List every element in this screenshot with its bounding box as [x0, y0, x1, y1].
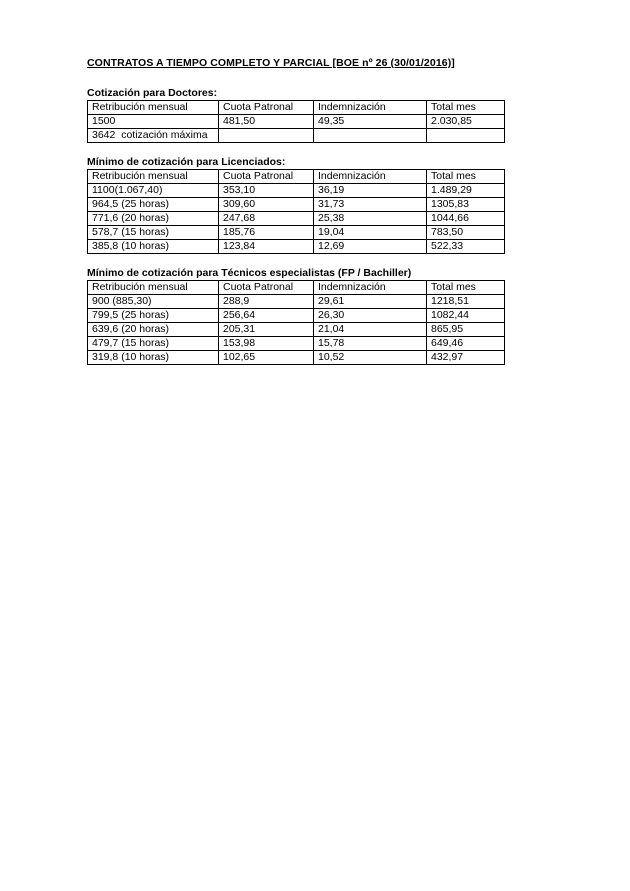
column-header: Retribución mensual [88, 101, 219, 115]
column-header: Indemnización [314, 101, 427, 115]
table-row [88, 184, 505, 198]
table-row [88, 129, 505, 143]
table-cell: 10,52 [314, 351, 427, 365]
table-cell: 865,95 [427, 323, 505, 337]
column-header: Retribución mensual [88, 170, 219, 184]
table-header-row [88, 281, 505, 295]
table-row [88, 337, 505, 351]
table-header-row [88, 170, 505, 184]
table-cell: 900 (885,30) [88, 295, 219, 309]
table-cell: 36,19 [314, 184, 427, 198]
table-cell: 49,35 [314, 115, 427, 129]
table-row [88, 323, 505, 337]
table-cell: 1044,66 [427, 212, 505, 226]
table-row [88, 309, 505, 323]
table-cell: 1305,83 [427, 198, 505, 212]
table-cell: 432,97 [427, 351, 505, 365]
table-cell [314, 129, 427, 143]
table-cell: 123,84 [219, 240, 314, 254]
data-table [87, 169, 505, 254]
table-row [88, 240, 505, 254]
table-cell: 19,04 [314, 226, 427, 240]
table-cell: 1.489,29 [427, 184, 505, 198]
table-cell: 26,30 [314, 309, 427, 323]
table-row [88, 115, 505, 129]
table-cell: 578,7 (15 horas) [88, 226, 219, 240]
table-cell: 771,6 (20 horas) [88, 212, 219, 226]
table-cell: 479,7 (15 horas) [88, 337, 219, 351]
table-cell: 2.030,85 [427, 115, 505, 129]
table-cell: 783,50 [427, 226, 505, 240]
table-cell: 319,8 (10 horas) [88, 351, 219, 365]
table-cell: 247,68 [219, 212, 314, 226]
table-cell: 102,65 [219, 351, 314, 365]
table-cell: 256,64 [219, 309, 314, 323]
table-cell: 153,98 [219, 337, 314, 351]
table-cell: 353,10 [219, 184, 314, 198]
document-title: CONTRATOS A TIEMPO COMPLETO Y PARCIAL [BOE nº 26 (30/01/2016)] [87, 57, 455, 69]
data-table [87, 280, 505, 365]
column-header: Indemnización [314, 281, 427, 295]
table-row [88, 351, 505, 365]
contribution-section [87, 156, 590, 254]
table-cell: 385,8 (10 horas) [88, 240, 219, 254]
table-cell: 205,31 [219, 323, 314, 337]
column-header: Cuota Patronal [219, 170, 314, 184]
table-cell: 1500 [88, 115, 219, 129]
table-cell: 522,33 [427, 240, 505, 254]
table-cell: 21,04 [314, 323, 427, 337]
table-cell: 31,73 [314, 198, 427, 212]
table-cell: 1082,44 [427, 309, 505, 323]
table-cell [427, 129, 505, 143]
section-heading: Mínimo de cotización para Técnicos especialistas (FP / Bachiller) [87, 267, 412, 279]
column-header: Retribución mensual [88, 281, 219, 295]
table-cell: 481,50 [219, 115, 314, 129]
table-cell: 649,46 [427, 337, 505, 351]
contribution-section [87, 87, 590, 143]
column-header: Cuota Patronal [219, 281, 314, 295]
table-cell: 1100(1.067,40) [88, 184, 219, 198]
table-cell: 309,60 [219, 198, 314, 212]
column-header: Total mes [427, 170, 505, 184]
table-row [88, 212, 505, 226]
table-row [88, 226, 505, 240]
data-table [87, 100, 505, 143]
section-heading: Mínimo de cotización para Licenciados: [87, 156, 286, 168]
table-cell: 15,78 [314, 337, 427, 351]
table-cell: 288,9 [219, 295, 314, 309]
sections-container [87, 87, 590, 365]
table-header-row [88, 101, 505, 115]
column-header: Cuota Patronal [219, 101, 314, 115]
table-cell: 25,38 [314, 212, 427, 226]
table-cell: 3642 cotización máxima [88, 129, 219, 143]
table-cell: 964,5 (25 horas) [88, 198, 219, 212]
section-heading: Cotización para Doctores: [87, 87, 218, 99]
table-cell [219, 129, 314, 143]
table-row [88, 198, 505, 212]
table-cell: 29,61 [314, 295, 427, 309]
column-header: Total mes [427, 281, 505, 295]
table-cell: 185,76 [219, 226, 314, 240]
table-cell: 12,69 [314, 240, 427, 254]
table-cell: 639,6 (20 horas) [88, 323, 219, 337]
contribution-section [87, 267, 590, 365]
table-cell: 799,5 (25 horas) [88, 309, 219, 323]
table-cell: 1218,51 [427, 295, 505, 309]
column-header: Indemnización [314, 170, 427, 184]
table-row [88, 295, 505, 309]
column-header: Total mes [427, 101, 505, 115]
